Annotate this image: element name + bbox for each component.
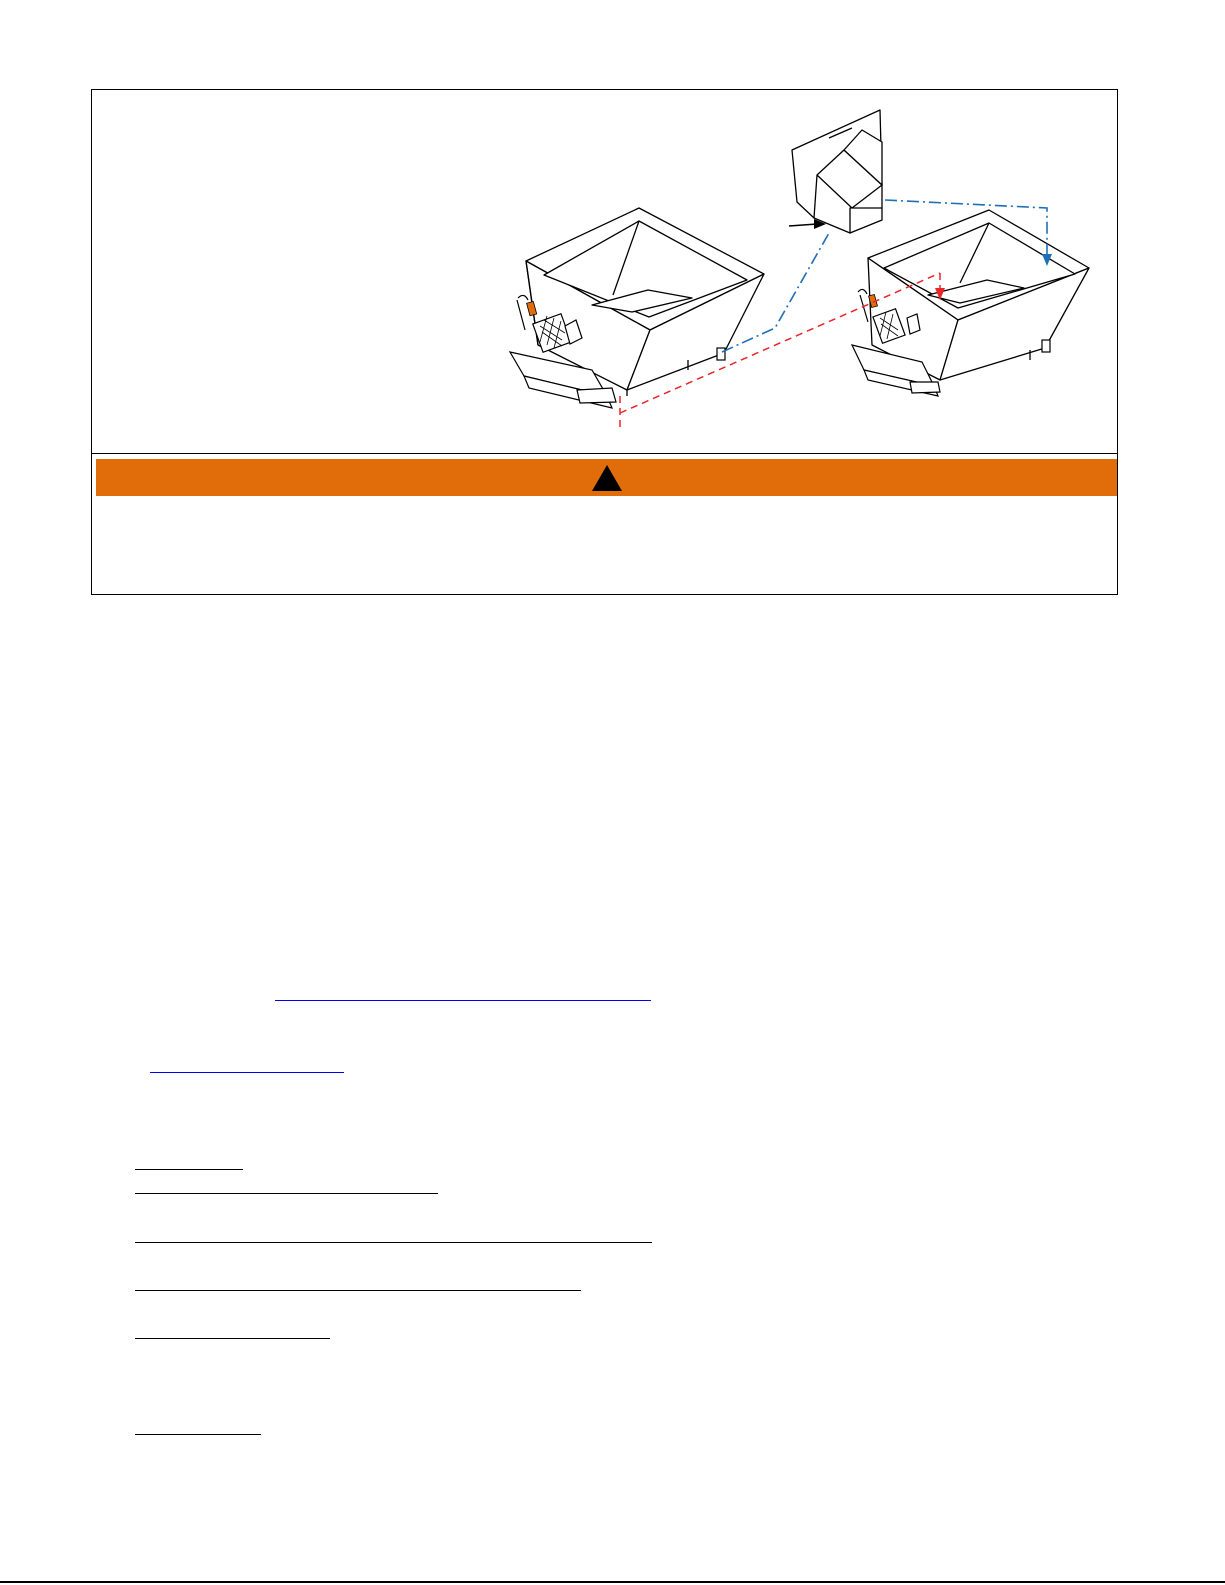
forklift-tine <box>792 110 882 233</box>
section-heading-1 <box>135 1169 243 1170</box>
section-heading-5 <box>135 1338 330 1339</box>
warning-banner <box>96 459 1117 496</box>
section-heading-3 <box>135 1242 652 1243</box>
section-heading-2 <box>135 1193 438 1194</box>
hopper-illustration <box>92 90 1117 452</box>
page-bottom-rule <box>0 1581 1225 1583</box>
secondary-link[interactable] <box>150 1072 344 1073</box>
right-hopper <box>868 210 1089 380</box>
warning-body <box>92 500 1117 592</box>
reference-link[interactable] <box>275 1000 651 1001</box>
figure-frame <box>91 89 1118 595</box>
section-heading-6 <box>135 1434 261 1435</box>
warning-triangle-icon <box>591 464 623 492</box>
section-heading-4 <box>135 1290 581 1291</box>
hopper-installation-figure <box>92 90 1117 454</box>
